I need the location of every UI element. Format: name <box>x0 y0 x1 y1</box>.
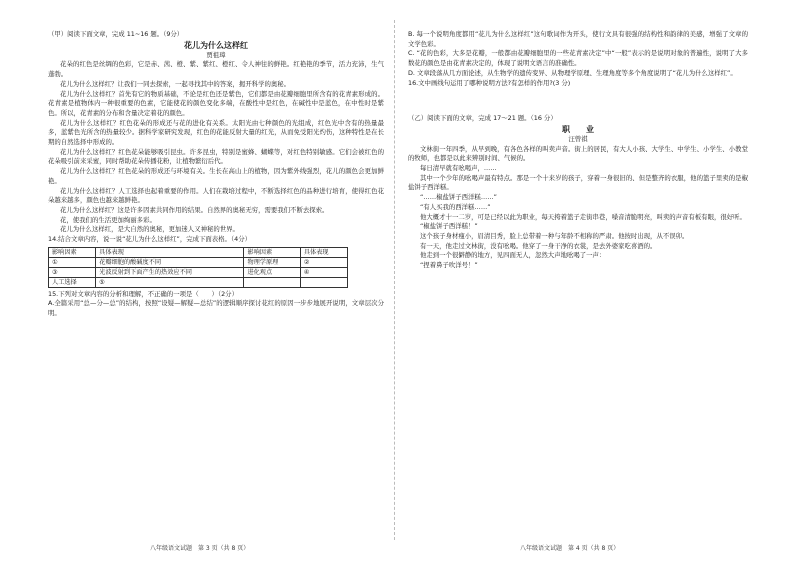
table-cell: 进化观点 <box>244 267 300 277</box>
article-author: 贾祖璋 <box>206 50 226 59</box>
paragraph: 花儿为什么这样红？红色花朵的形成还与环境有关。生长在高山上的植物，因为紫外线强烈，花儿的颜色会更加鲜艳。 <box>48 167 384 185</box>
table-cell[interactable]: ② <box>300 257 347 267</box>
answer-table <box>48 247 348 288</box>
question-14: 14.结合文章内容，说一说“花儿为什么这样红”，完成下面表格。（4分） <box>48 235 251 244</box>
table-row <box>49 257 348 267</box>
table-cell: 光波反射到下面产生的热效应不同 <box>96 267 244 277</box>
paragraph: 花，使我们的生活更加绚丽多彩。 <box>60 215 156 224</box>
option-a: A.全篇采用“总—分—总”的结构，按照“设疑—解疑—总结”的逻辑顺序探讨花红的原因一步步地展开说明，文章层次分明。 <box>48 299 384 318</box>
paragraph: 花儿为什么这样红，是大自然的奥秘，更加迷人又神秘的世界。 <box>60 225 239 234</box>
paragraph: 花朵的红色是丝绸的色彩，它是赤、茜、橙、紫、紫红、橙红、令人神往的鲜艳。红艳艳的季节，活力充沛，生气蓬勃。 <box>48 60 384 79</box>
article-title: 职 业 <box>562 124 594 134</box>
option-d: D. 文章段落从几方面论述，从生物学的遗传变异、从物理学原理、生理角度等多个角度说明了“花儿为什么这样红”。 <box>408 68 737 77</box>
paragraph: 这个孩子身材瘦小，眉清目秀，脸上总带着一种与年龄不相称的严肃。他按时出现，从不误卯。 <box>420 231 689 240</box>
paragraph: 有一天，他走过文林街，没有吆喝。他穿了一身干净的衣裳，是去外婆家吃喜酒的。 <box>420 241 657 250</box>
paragraph: 花儿为什么这样红？让我们一同去探索，一起寻找其中的答案，揭开科学的奥秘。 <box>60 79 291 88</box>
paragraph: “有人买我的西洋糕……” <box>420 202 491 211</box>
paragraph: 花儿为什么这样红？首先有它的物质基础，不论是红色还是紫色，它们都是由花瓣细胞里所含有的花青素形成的。花青素是植物体内一种很重要的色素，它能使花的颜色变化多端，在酸性中是红色，在碱性中是蓝色，在中性时是紫色。所以，花青素的分布和含量决定着花的颜色。 <box>48 89 384 117</box>
table-cell[interactable]: ④ <box>300 267 347 277</box>
table-cell <box>244 277 300 287</box>
paragraph: “椒盐饼子西洋糕！” <box>420 222 478 231</box>
paragraph: 花儿为什么这样红？人工选择也起着重要的作用。人们在栽培过程中，不断选择红色的品种进行培育，使得红色花朵越来越多，颜色也越来越鲜艳。 <box>48 186 384 205</box>
right-column <box>408 30 748 271</box>
paragraph: 他大概才十一二岁，可是已经以此为职业，每天挎着篮子走街串巷，嗓音清脆明亮，叫卖的声音有板有眼，很好听。 <box>420 212 746 221</box>
column-divider <box>394 20 395 540</box>
table-cell[interactable]: ③ <box>49 267 96 277</box>
table-header: 具体表现 <box>300 247 347 257</box>
paragraph: 他走到一个很僻静的地方，见四面无人，忽然大声地吆喝了一声： <box>420 251 606 260</box>
article-title: 花儿为什么这样红 <box>184 40 248 50</box>
page-footer-right: 八年级语文试题 第 4 页（共 8 页） <box>520 545 620 552</box>
paragraph: 其中一个少年的吆喝声最有特点。那是一个十来岁的孩子，穿着一身很旧的、但是整齐的衣服，他的篮子里卖的是椒盐饼子西洋糕。 <box>408 173 748 192</box>
paragraph: “……椒盐饼子西洋糕……” <box>420 193 497 202</box>
paragraph: 文林街一年四季，从早到晚，有各色各样的叫卖声音。街上的居民，有大人小孩、大学生、中学生、小学生、小教堂的牧师，也都是以此来辨别时间、气候的。 <box>408 144 748 163</box>
table-cell: 物理学原理 <box>244 257 300 267</box>
option-c: C. “花的色彩，大多是花瓣，一般都由花瓣细胞里的一些花青素决定”中“一般”表示的是说明对象的普遍性，说明了大多数花的颜色是由花青素决定的，体现了说明文语言的准确性。 <box>408 49 748 68</box>
table-cell <box>300 277 347 287</box>
table-row <box>49 267 348 277</box>
article-author: 汪曾祺 <box>568 134 588 143</box>
option-b: B. 每一个说明角度都用“花儿为什么这样红”这句歌词作为开头，使行文具有很强的结构性和韵律的美感，增强了文章的文学色彩。 <box>408 30 748 48</box>
question-15: 15.下列对文章内容的分析和理解，不正确的一项是（ ）（2分） <box>48 289 238 298</box>
table-row <box>49 277 348 287</box>
paragraph: 花儿为什么这样红？红色花朵的形成还与花的进化有关系。太阳光由七种颜色的光组成，红色光中含有的热量最多，蓝紫色光所含的热量较少。据科学家研究发现，红色的花能反射大量的红光，从而免受阳光灼伤，这种特性是在长期的自然选择中形成的。 <box>48 118 384 147</box>
paragraph: 每日清早就有吆喝声，…… <box>420 164 497 173</box>
reading-intro: （甲）阅读下面文章，完成 11~16 题。（9分） <box>48 30 184 38</box>
table-header-row <box>49 247 348 257</box>
table-header: 具体表现 <box>96 247 244 257</box>
left-column <box>48 30 384 319</box>
section-2-intro: （乙）阅读下面的文章，完成 17～21 题。（16 分） <box>408 114 557 123</box>
paragraph: 花儿为什么这样红？这是许多因素共同作用的结果。自然界的奥秘无穷，需要我们不断去探索。 <box>60 205 329 214</box>
paragraph: 花儿为什么这样红？红色花朵能够吸引昆虫。许多昆虫，特别是蜜蜂、蝴蝶等，对红色特别敏感。它们会被红色的花朵吸引前来采蜜，同时帮助花朵传播花粉，让植物繁衍后代。 <box>48 147 384 166</box>
table-cell: 花瓣细胞的酸碱度不同 <box>96 257 244 267</box>
table-cell[interactable]: ⑤ <box>96 277 244 287</box>
table-header: 影响因素 <box>49 247 96 257</box>
table-header: 影响因素 <box>244 247 300 257</box>
paragraph: “捏着鼻子吹洋号！” <box>420 261 478 270</box>
page-footer-left: 八年级语文试题 第 3 页（共 8 页） <box>150 545 250 552</box>
question-16: 16.文中画线句运用了哪种说明方法?有怎样的作用?(3 分) <box>408 78 571 87</box>
table-cell[interactable]: ① <box>49 257 96 267</box>
answer-space[interactable] <box>408 88 748 114</box>
table-cell: 人工选择 <box>49 277 96 287</box>
